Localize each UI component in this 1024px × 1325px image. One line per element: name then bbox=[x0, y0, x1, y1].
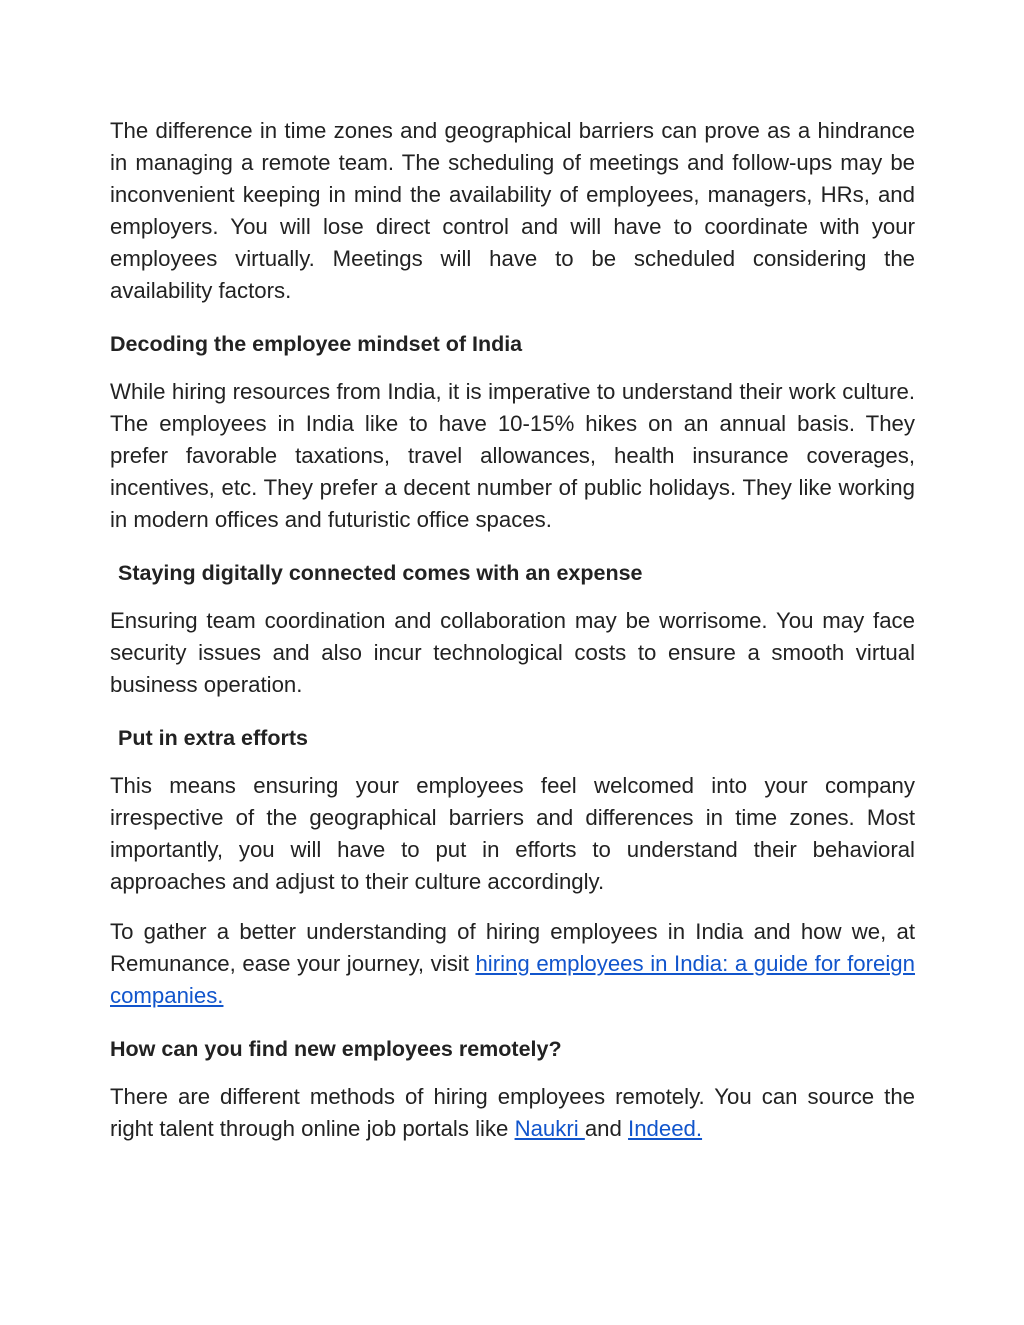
document-page bbox=[110, 115, 915, 1145]
heading-find-employees: How can you find new employees remotely? bbox=[110, 1037, 562, 1061]
paragraph-job-portals bbox=[110, 1081, 915, 1145]
heading-employee-mindset: Decoding the employee mindset of India bbox=[110, 332, 523, 356]
heading-extra-efforts: Put in extra efforts bbox=[118, 726, 308, 750]
paragraph-remunance-text: To gather a better understanding of hiring employees in India and how we, at Remunance, ease your journey, visit bbox=[110, 919, 915, 976]
paragraph-job-portals-text: There are different methods of hiring employees remotely. You can source the right talent through online job portals like bbox=[110, 1084, 915, 1141]
paragraph-time-zones: The difference in time zones and geographical barriers can prove as a hindrance in managing a remote team. The scheduling of meetings and follow-ups may be inconvenient keeping in mind the availability of employees, managers, HRs, and employers. You will lose direct control and will have to coordinate with your employees virtually. Meetings will have to be scheduled considering the availability factors. bbox=[110, 118, 915, 303]
indeed-link[interactable]: Indeed. bbox=[628, 1116, 703, 1141]
paragraph-work-culture: While hiring resources from India, it is imperative to understand their work culture. The employees in India like to have 10-15% hikes on an annual basis. They prefer favorable taxations, travel allowances, health insurance coverages, incentives, etc. They prefer a decent number of public holidays. They like working in modern offices and futuristic office spaces. bbox=[110, 379, 915, 532]
paragraph-job-portals-and: and bbox=[584, 1116, 629, 1141]
paragraph-welcomed: This means ensuring your employees feel welcomed into your company irrespective of the geographical barriers and differences in time zones. Most importantly, you will have to put in efforts to understand their behavioral approaches and adjust to their culture accordingly. bbox=[110, 773, 915, 894]
heading-digitally-connected: Staying digitally connected comes with an expense bbox=[118, 561, 643, 585]
paragraph-team-coordination: Ensuring team coordination and collaboration may be worrisome. You may face security issues and also incur technological costs to ensure a smooth virtual business operation. bbox=[110, 608, 915, 697]
naukri-link[interactable]: Naukri bbox=[514, 1116, 585, 1141]
hiring-guide-link[interactable]: hiring employees in India: a guide for foreign companies. bbox=[110, 951, 915, 1008]
paragraph-remunance bbox=[110, 916, 915, 1012]
